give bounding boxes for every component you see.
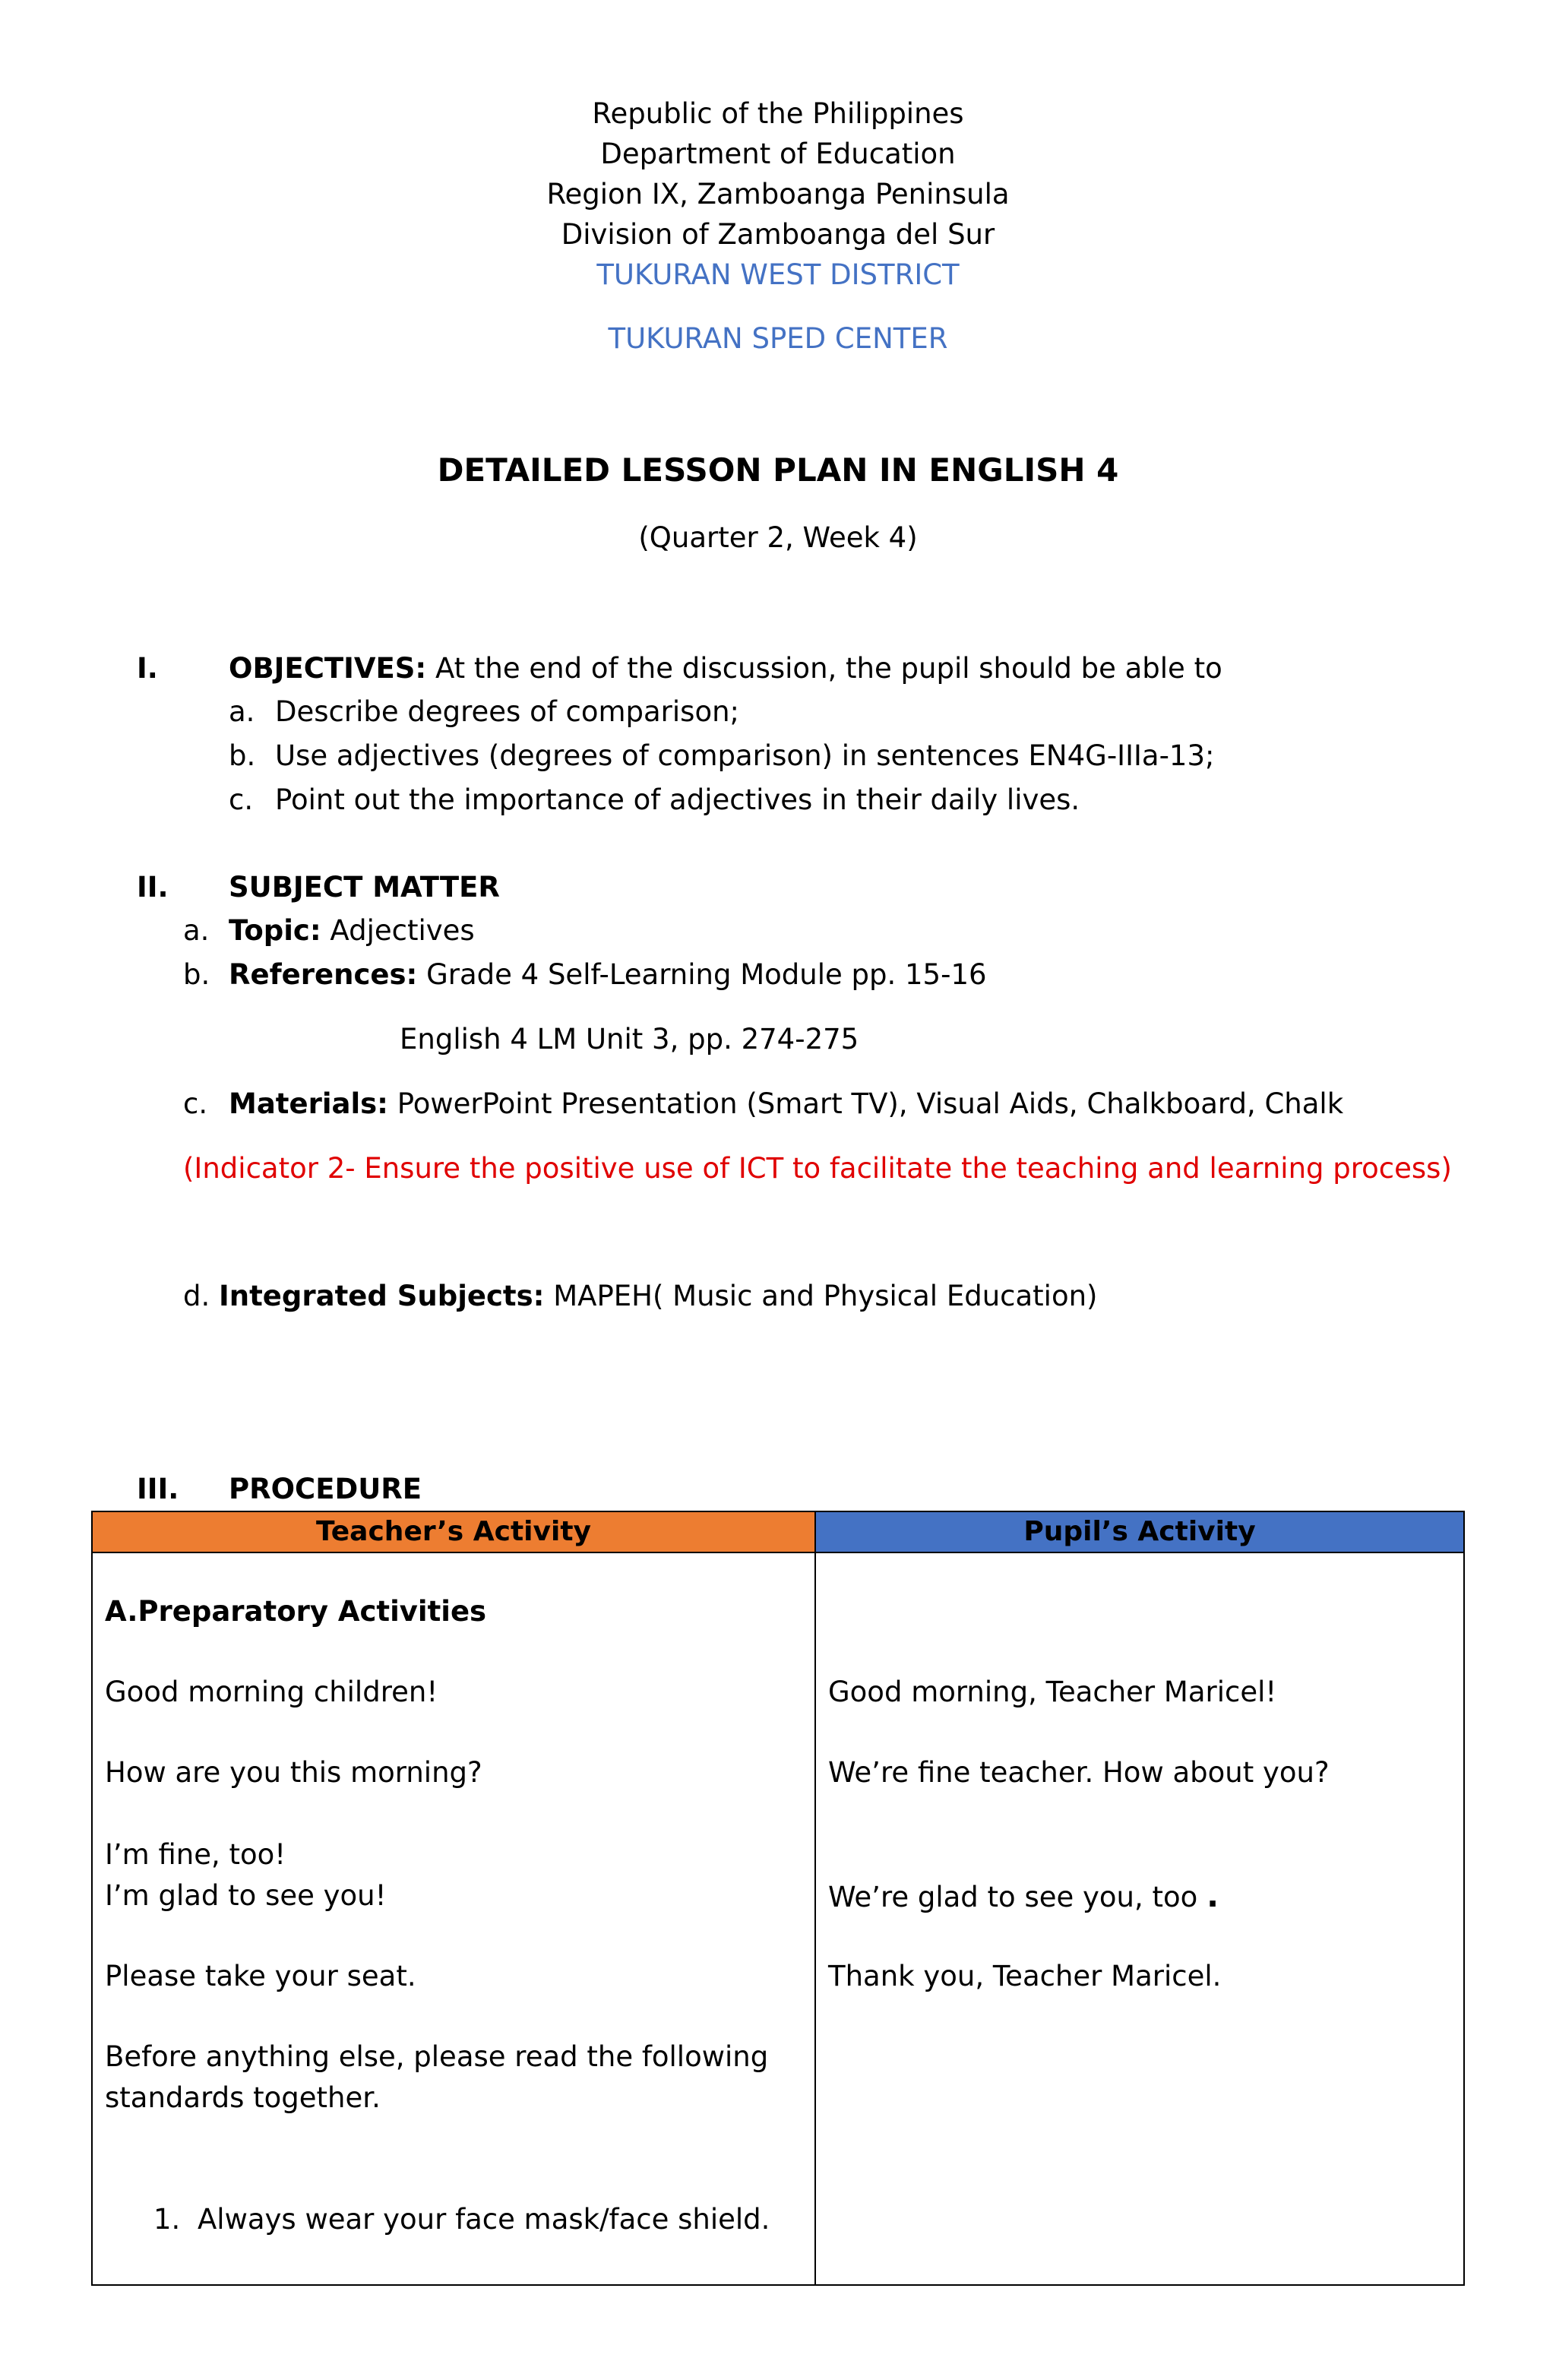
pupil-activity-header: Pupil’s Activity [816, 1512, 1463, 1553]
pupil-line: We’re glad to see you, too [828, 1881, 1198, 1913]
list-number: 1. [153, 2203, 181, 2236]
teacher-line: I’m glad to see you! [105, 1879, 387, 1912]
references-letter: b. [183, 958, 210, 991]
topic-letter: a. [183, 914, 210, 947]
materials-label: Materials: [229, 1087, 388, 1120]
section-heading: A.Preparatory Activities [105, 1595, 487, 1628]
objective-b-text: Use adjectives (degrees of comparison) in sentences EN4G-IIIa-13; [275, 739, 1215, 772]
materials-letter: c. [183, 1087, 208, 1120]
integrated-line [183, 1280, 1097, 1313]
list-item: Always wear your face mask/face shield. [198, 2203, 770, 2236]
objective-c-letter: c. [229, 783, 254, 816]
objective-a-text: Describe degrees of comparison; [275, 695, 740, 728]
header-division: Division of Zamboanga del Sur [561, 218, 995, 251]
pupil-line: We’re fine teacher. How about you? [828, 1756, 1330, 1789]
references-line [229, 958, 987, 992]
procedure-table [91, 1511, 1465, 2286]
header-school: TUKURAN SPED CENTER [608, 322, 948, 355]
column-divider [814, 1512, 816, 2284]
integrated-letter: d. [183, 1280, 220, 1312]
references-label: References: [229, 958, 418, 991]
header-region: Region IX, Zamboanga Peninsula [546, 178, 1010, 210]
teacher-line: How are you this morning? [105, 1756, 482, 1789]
header-district: TUKURAN WEST DISTRICT [596, 258, 960, 291]
procedure-label: PROCEDURE [229, 1473, 422, 1505]
objectives-intro: At the end of the discussion, the pupil should be able to [426, 652, 1222, 685]
page-title: DETAILED LESSON PLAN IN ENGLISH 4 [437, 451, 1119, 489]
pupil-line: Thank you, Teacher Maricel. [828, 1960, 1222, 1992]
procedure-numeral: III. [137, 1473, 179, 1505]
pupil-line-glad [828, 1875, 1219, 1918]
integrated-label: Integrated Subjects: [219, 1280, 545, 1312]
reference-1: Grade 4 Self-Learning Module pp. 15-16 [417, 958, 987, 991]
indicator-note: (Indicator 2- Ensure the positive use of ICT to facilitate the teaching and learning process) [183, 1152, 1452, 1185]
subject-matter-numeral: II. [137, 871, 169, 904]
subject-matter-label: SUBJECT MATTER [229, 871, 500, 904]
teacher-line: standards together. [105, 2081, 381, 2114]
topic-value: Adjectives [321, 914, 475, 947]
topic-line [229, 914, 475, 948]
objectives-heading [229, 652, 1222, 685]
objectives-label: OBJECTIVES: [229, 652, 427, 685]
reference-2: English 4 LM Unit 3, pp. 274-275 [400, 1023, 859, 1055]
topic-label: Topic: [229, 914, 321, 947]
teacher-line: Before anything else, please read the following [105, 2040, 769, 2073]
teacher-line: Good morning children! [105, 1676, 438, 1708]
objective-b-letter: b. [229, 739, 256, 772]
materials-line [229, 1087, 1343, 1121]
pupil-line: Good morning, Teacher Maricel! [828, 1676, 1277, 1708]
teacher-activity-header: Teacher’s Activity [93, 1512, 814, 1553]
teacher-line: I’m fine, too! [105, 1838, 286, 1871]
header-republic: Republic of the Philippines [592, 97, 964, 130]
objective-c-text: Point out the importance of adjectives in their daily lives. [275, 783, 1080, 816]
header-department: Department of Education [600, 138, 956, 170]
page-subtitle: (Quarter 2, Week 4) [638, 521, 918, 554]
integrated-value: MAPEH( Music and Physical Education) [544, 1280, 1098, 1312]
teacher-line: Please take your seat. [105, 1960, 416, 1992]
trailing-dot: . [1207, 1877, 1219, 1914]
objectives-numeral: I. [137, 652, 158, 685]
materials-value: PowerPoint Presentation (Smart TV), Visual Aids, Chalkboard, Chalk [387, 1087, 1344, 1120]
objective-a-letter: a. [229, 695, 255, 728]
